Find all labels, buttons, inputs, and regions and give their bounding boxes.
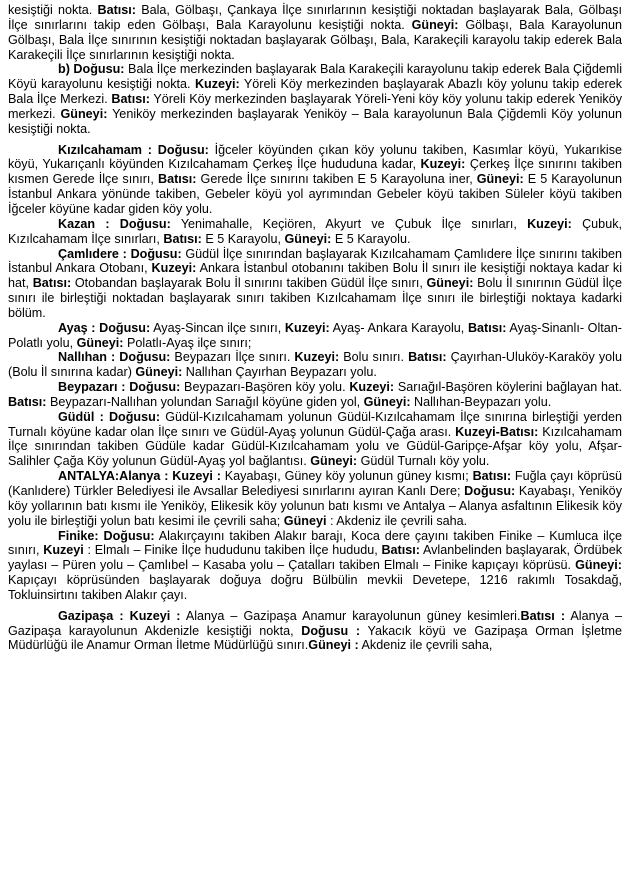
bold-label: Kuzeyi: bbox=[527, 216, 572, 231]
para-gudul bbox=[8, 410, 622, 469]
body-text: Ayaş-Sincan ilçe sınırı, bbox=[150, 320, 285, 335]
bold-label: Nallıhan : Doğusu: bbox=[58, 350, 171, 365]
para-beypazari bbox=[8, 380, 622, 410]
body-text: Yeniköy merkezinden başlayarak Yeniköy – Bala karayolunun Bala Çiğdemli Köy yolunun kesiştiği nokta. bbox=[8, 106, 622, 136]
body-text: Çayırhan-Uluköy-Karaköy yolu (Bolu İl sınırına kadar) bbox=[8, 350, 622, 380]
bold-label: Ayaş : Doğusu: bbox=[58, 320, 151, 335]
body-text: Nallıhan Çayırhan Beypazarı yolu. bbox=[182, 365, 377, 380]
bold-label: Güneyi: bbox=[60, 106, 108, 121]
body-text: E 5 Karayolu. bbox=[331, 231, 411, 246]
bold-label: Güneyi: bbox=[411, 17, 459, 32]
body-text: Ayaş-Sinanlı- Oltan- Polatlı yolu, bbox=[8, 320, 622, 350]
para-ayas bbox=[8, 321, 622, 351]
para-finike bbox=[8, 529, 622, 603]
bold-label: Batısı : bbox=[520, 608, 566, 623]
body-text: Bala, Gölbaşı, Çankaya İlçe sınırlarının kesiştiği noktadan başlayarak Bala, Gölbaşı İlçe sınırlarını takip eden Gölbaşı, Bala Karayolunu kesiştiği nokta. bbox=[8, 3, 622, 32]
bold-label: Doğusu : bbox=[301, 623, 361, 638]
body-text: Beypazarı-Başören köy yolu. bbox=[180, 380, 350, 395]
body-text: Güdül İlçe sınırından başlayarak Kızılcahamam Çamlıdere İlçe sınırını takiben İstanbul Ankara Otobanı, bbox=[8, 246, 623, 276]
bold-label: Çamlıdere : Doğusu: bbox=[58, 246, 182, 261]
bold-label: Kuzeyi: bbox=[284, 320, 330, 335]
body-text: Nallıhan-Beypazarı yolu. bbox=[410, 394, 552, 409]
body-text: Kayabaşı, Yeniköy köy yollarının batı kısmı ile Yeniköy, Elikesik köy yolunun batı kısmı ve Antalya – Alanya asfaltının Elikesik köy yolu ile birleştiği yolun batı kesimi ile çevrili saha; bbox=[8, 484, 622, 528]
bold-label: Batısı: bbox=[163, 231, 202, 246]
bold-label: Güneyi: bbox=[76, 335, 124, 350]
bold-label: Kuzeyi-Batısı: bbox=[455, 424, 539, 439]
body-text: Kayabaşı, Güney köy yolunun güney kısmı; bbox=[220, 469, 473, 484]
body-text: Fuğla çayı köprüsü (Kanlıdere) Türkler Belediyesi ile Avsallar Belediyesi sınırlarını ayıran Kanlı Dere; bbox=[8, 469, 622, 498]
bold-label: Güneyi : bbox=[308, 638, 359, 653]
bold-label: Batısı: bbox=[467, 320, 507, 335]
bold-label: Kuzeyi: bbox=[420, 157, 466, 172]
body-text: Sarıağıl-Başören köylerini bağlayan hat. bbox=[394, 380, 622, 395]
bold-label: Gazipaşa : Kuzeyi : bbox=[58, 608, 181, 623]
body-text: Bolu İl sınırının Güdül İlçe sınırı ile birleştiği noktadan başlayarak sınırı takiben Kızılcahamam İlçe sınırı ile birleştiği noktaya kadarki bölüm. bbox=[8, 276, 622, 320]
para-kazan bbox=[8, 217, 622, 247]
body-text: Otobandan başlayarak Bolu İl sınırını takiben Güdül İlçe sınırı, bbox=[71, 276, 427, 291]
body-text: Yenimahalle, Keçiören, Akyurt ve Çubuk İlçe sınırları, bbox=[170, 216, 528, 231]
body-text: Yöreli Köy merkezinden başlayarak Abazlı köy yolunu takip ederek Bala İlçe Merkezi. bbox=[8, 77, 622, 107]
bold-label: Batısı: bbox=[8, 394, 47, 409]
bold-label: Güdül : Doğusu: bbox=[58, 409, 161, 424]
document-page bbox=[8, 3, 622, 653]
para-camlidere bbox=[8, 247, 622, 321]
bold-label: Kazan : Doğusu: bbox=[58, 216, 171, 231]
body-text: Alanya – Gazipaşa karayolunun Akdenizle kesiştiği nokta, bbox=[8, 608, 622, 638]
bold-label: Kuzeyi: bbox=[349, 380, 395, 395]
body-text: Beypazarı İlçe sınırı. bbox=[170, 350, 295, 365]
body-text: Güdül-Kızılcahamam yolunun Güdül-Kızılcahamam İlçe sınırına birleştiği yerden Turnalı köyüne kadar olan İlçe sınırı ve Güdül-Ayaş yolunun Güdül-Çağa arası. bbox=[8, 409, 622, 439]
para-continuation-a bbox=[8, 3, 622, 62]
body-text: Polatlı-Ayaş ilçe sınırı; bbox=[123, 335, 252, 350]
body-text: Ayaş- Ankara Karayolu, bbox=[329, 320, 468, 335]
bold-label: Kuzeyi: bbox=[294, 350, 340, 365]
bold-label: Batısı: bbox=[408, 350, 447, 365]
body-text: Kapıçayı köprüsünden başlayarak doğuya doğru Bülbülin mevkii Devetepe, 1216 rakımlı Tosakdağ, Tokluinsirtını takiben Alakır çayı. bbox=[8, 573, 622, 602]
bold-label: Güneyi: bbox=[575, 558, 622, 573]
bold-label: Batısı: bbox=[111, 92, 150, 107]
bold-label: Güneyi: bbox=[284, 231, 332, 246]
bold-label: Beypazarı : Doğusu: bbox=[58, 380, 181, 395]
body-text: Çerkeş İlçe sınırını takiben kısmen Gerede İlçe sınırı, bbox=[8, 157, 623, 187]
body-text: Yöreli Köy merkezinden başlayarak Yöreli-Yeni köy köy yolunu takip ederek Yeniköy merkezi. bbox=[8, 92, 622, 121]
bold-label: Kuzeyi: bbox=[194, 77, 240, 92]
bold-label: Batısı: bbox=[472, 469, 512, 484]
bold-label: Kuzeyi: bbox=[151, 261, 197, 276]
body-text: Bolu sınırı. bbox=[339, 350, 409, 365]
body-text: Ankara İstanbul otobanını takiben Bolu İl sınırı ile kesiştiği noktaya kadar ki hat, bbox=[8, 261, 623, 291]
bold-label: Güneyi bbox=[283, 513, 327, 528]
bold-label: Güneyi: bbox=[310, 454, 358, 469]
body-text: E 5 Karayolu, bbox=[201, 231, 285, 246]
bold-label: ANTALYA:Alanya : Kuzeyi : bbox=[58, 469, 221, 484]
bold-label: Güneyi: bbox=[135, 365, 183, 380]
body-text: Avlanbelinden başlayarak, Ördübek yaylası – Püren yolu – Çamlıbel – Kasaba yolu – Çatalları takiben Elmalı – Finike kapıçayı köprüsü. bbox=[8, 543, 622, 573]
body-text: Çubuk, Kızılcahamam İlçe sınırları, bbox=[8, 216, 622, 246]
body-text: kesiştiği nokta. bbox=[8, 3, 98, 17]
body-text: Alanya – Gazipaşa Anamur karayolunun güney kesimleri. bbox=[180, 608, 521, 623]
bold-label: Batısı: bbox=[32, 276, 72, 291]
para-gazipasa bbox=[8, 609, 622, 654]
body-text: Bala İlçe merkezinden başlayarak Bala Karakeçili karayolunu takip ederek Bala Çiğdemli Köyü karayolunu kesiştiği nokta. bbox=[8, 62, 622, 92]
bold-label: Batısı: bbox=[381, 543, 420, 558]
bold-label: Güneyi: bbox=[426, 276, 474, 291]
para-antalya-alanya bbox=[8, 469, 622, 528]
bold-label: b) Doğusu: bbox=[58, 62, 125, 77]
body-text: Yakacık köyü ve Gazipaşa Orman İşletme Müdürlüğü ile Anamur Orman İletme Müdürlüğü sınırı. bbox=[8, 623, 622, 653]
bold-label: Batısı: bbox=[97, 3, 136, 17]
body-text: : Akdeniz ile çevrili saha. bbox=[326, 513, 468, 528]
bold-label: Kuzeyi bbox=[43, 543, 84, 558]
bold-label: Doğusu: bbox=[464, 484, 516, 498]
bold-label: Güneyi: bbox=[476, 172, 524, 187]
body-text: İğceler köyünden çıkan köy yolunu takiben, Kasımlar köyü, Yukarıkise köyü, Yukarıçanlı köyünden Kızılcahamam Çerkeş İlçe hududuna kadar, bbox=[8, 142, 622, 172]
para-kizilcahamam bbox=[8, 143, 622, 217]
body-text: E 5 Karayolunun İstanbul Ankara yönünde takiben, Gebeler köyü yol ayrımından Gebeler köyü takiben Süleler köyü takiben İğceler köyüne kadar giden köy yolu. bbox=[8, 172, 622, 216]
body-text: : Elmalı – Finike İlçe hududunu takiben İlçe hududu, bbox=[83, 543, 382, 558]
body-text: Gölbaşı, Bala Karayolunun Gölbaşı, Bala İlçe sınırının kesiştiği noktadan başlayarak Gölbaşı, Bala, Karakeçili karayolu takip ederek Bala Karakeçili İlçe sınırlarının kesiştiği nokta. bbox=[8, 17, 622, 62]
bold-label: Kızılcahamam : Doğusu: bbox=[58, 142, 209, 157]
body-text: Beypazarı-Nallıhan yolundan Sarıağıl köyüne giden yol, bbox=[46, 394, 364, 409]
body-text: Alakırçayını takiben Alakır barajı, Koca dere çayını takiben Finike – Kumluca ilçe sınırı, bbox=[8, 528, 622, 558]
body-text: Kızılcahamam İlçe sınırından takiben Güdüle kadar Güdül-Kızılcahamam yolu ve Güdül-Garipçe-Afşar köy yolu, Afşar-Salihler Çağa Köy yolunun Güdül-Ayaş yol bağlantısı. bbox=[8, 424, 622, 469]
para-nallihan bbox=[8, 350, 622, 380]
para-bala-b bbox=[8, 62, 622, 136]
bold-label: Güneyi: bbox=[363, 394, 411, 409]
bold-label: Batısı: bbox=[157, 172, 197, 187]
body-text: Güdül Turnalı köy yolu. bbox=[357, 454, 490, 469]
body-text: Gerede İlçe sınırını takiben E 5 Karayoluna iner, bbox=[196, 172, 477, 187]
bold-label: Finike: Doğusu: bbox=[58, 528, 155, 543]
body-text: Akdeniz ile çevrili saha, bbox=[358, 638, 493, 653]
